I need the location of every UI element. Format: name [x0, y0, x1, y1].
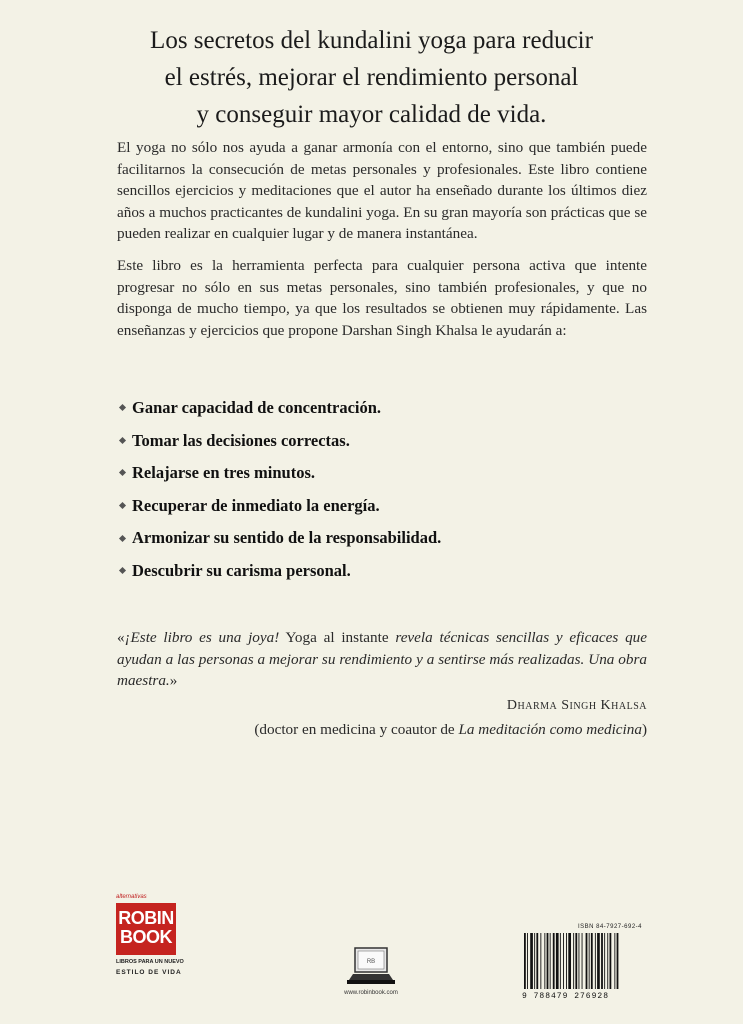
benefit-item: [117, 496, 647, 516]
benefit-text: Descubrir su carisma personal.: [132, 560, 351, 580]
diamond-bullet-icon: [119, 469, 126, 476]
headline-line: el estrés, mejorar el rendimiento personal: [164, 64, 579, 91]
quote-book-title: Yoga al instante: [279, 629, 396, 646]
benefit-item: [117, 431, 647, 451]
description-paragraph: Este libro es la herramienta perfecta para cualquier persona activa que intente progresar no sólo en sus metas personales, sino también profesionales, y que no disponga de mucho tiempo, ya que los resultados se obtienen muy rápidamente. Las enseñanzas y ejercicios que propone Darshan Singh Khalsa le ayudarán a:: [117, 256, 647, 339]
benefit-item: [117, 398, 647, 418]
diamond-bullet-icon: [119, 404, 126, 411]
website-block: [326, 946, 416, 996]
benefit-text: Ganar capacidad de concentración.: [132, 398, 382, 417]
headline: [60, 22, 683, 133]
publisher-logo: [116, 893, 184, 977]
benefits-list: [117, 398, 647, 594]
headline-line: Los secretos del kundalini yoga para reducir: [150, 27, 593, 54]
quote-close-mark: »: [169, 672, 178, 690]
logo-line: ROBIN: [118, 908, 174, 928]
quote-author-description: [254, 721, 647, 739]
benefit-item: [117, 463, 647, 483]
isbn-text: ISBN 84-7927-692-4: [577, 924, 642, 930]
headline-line: y conseguir mayor calidad de vida.: [196, 101, 547, 128]
description: [117, 137, 647, 351]
quote-exclamation: ¡Este libro es una joya!: [124, 629, 280, 646]
logo-line: BOOK: [120, 927, 172, 947]
barcode-icon: [522, 933, 640, 991]
author-desc-prefix: (doctor en medicina y coautor de: [254, 721, 459, 738]
diamond-bullet-icon: [119, 535, 126, 542]
barcode-digits: 9 788479 276928: [522, 992, 610, 1001]
series-name: alternativas: [116, 894, 147, 900]
quote-body: revela técnicas sencillas y eficaces que ayudan a las personas a mejorar su rendimiento y a sentirse más realizadas. Una obra maestra.: [117, 629, 647, 690]
quote-author: Dharma Singh Khalsa: [506, 698, 647, 713]
author-book-title: La meditación como medicina: [458, 721, 642, 738]
publisher-tagline: LIBROS PARA UN NUEVO: [116, 959, 184, 965]
diamond-bullet-icon: [119, 567, 126, 574]
author-desc-suffix: ): [641, 721, 647, 738]
benefit-item: [117, 561, 647, 581]
website-url: www.robinbook.com: [344, 990, 398, 996]
benefit-text: Armonizar su sentido de la responsabilidad.: [132, 528, 442, 548]
diamond-bullet-icon: [119, 437, 126, 444]
benefit-item: [117, 528, 647, 548]
screen-label: RB: [366, 959, 376, 965]
publisher-tagline: ESTILO DE VIDA: [116, 969, 182, 976]
barcode-block: [522, 924, 642, 1001]
robinbook-logo-box: [116, 903, 176, 955]
testimonial-quote: [117, 627, 647, 692]
benefit-text: Recuperar de inmediato la energía.: [132, 495, 380, 515]
computer-screen-icon: [345, 946, 397, 988]
quote-open-mark: «: [117, 629, 125, 646]
description-paragraph: El yoga no sólo nos ayuda a ganar armonía con el entorno, sino que también puede facilitarnos la consecución de metas personales y profesionales. Este libro contiene sencillos ejercicios y meditaciones que el autor ha enseñado durante los últimos diez años a muchos practicantes de kundalini yoga. En su gran mayoría son prácticas que se pueden realizar en cualquier lugar y de manera instantánea.: [117, 139, 647, 243]
benefit-text: Relajarse en tres minutos.: [132, 463, 315, 483]
diamond-bullet-icon: [119, 502, 126, 509]
benefit-text: Tomar las decisiones correctas.: [132, 430, 350, 450]
